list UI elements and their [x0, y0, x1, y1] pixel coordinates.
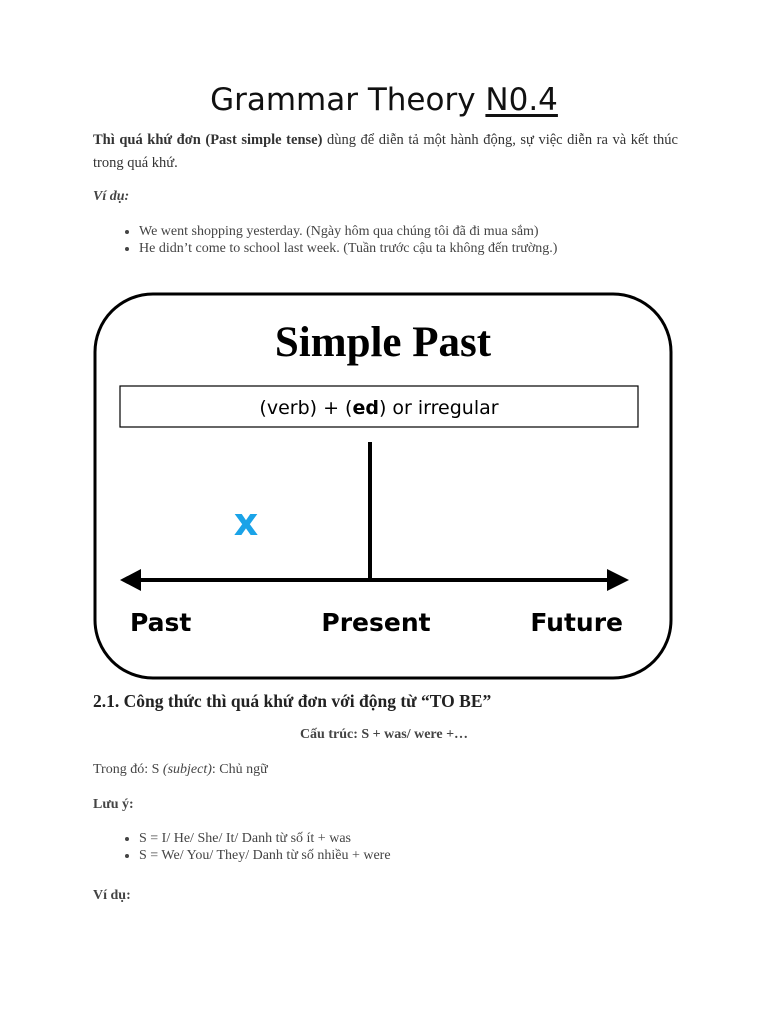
label-present: Present [321, 608, 431, 637]
list-item: • S = I/ He/ She/ It/ Danh từ số ít + was [139, 830, 699, 847]
where-suffix: : Chủ ngữ [211, 762, 268, 777]
past-marker: x [233, 500, 259, 544]
page-title [0, 82, 768, 118]
intro-paragraph [93, 129, 678, 175]
where-italic: (subject) [162, 762, 212, 777]
section-example-label: Ví dụ: [93, 888, 131, 903]
where-prefix: Trong đó: S [93, 762, 163, 777]
formula-text [259, 397, 498, 419]
intro-bold: Thì quá khứ đơn (Past simple tense) [93, 132, 323, 148]
formula-open: (verb) + ( [259, 397, 353, 419]
where-note [93, 762, 268, 778]
list-item: • We went shopping yesterday. (Ngày hôm qua chúng tôi đã đi mua sắm) [139, 223, 699, 240]
intro-rest: dùng để diễn tả một hành động, sự việc diễn ra và kết thúc trong quá khứ. [93, 132, 678, 171]
diagram-title: Simple Past [274, 319, 492, 366]
example-label: Ví dụ: [93, 189, 130, 204]
structure-formula: Cấu trúc: S + was/ were +… [299, 727, 469, 742]
label-past: Past [130, 608, 192, 637]
title-text: Grammar Theory [210, 82, 486, 118]
simple-past-diagram [93, 292, 673, 680]
formula-bold: ed [352, 397, 379, 419]
note-list [93, 830, 699, 864]
section-heading: 2.1. Công thức thì quá khứ đơn với động từ “TO BE” [93, 691, 492, 711]
label-future: Future [530, 608, 623, 637]
formula-close: ) or irregular [378, 397, 499, 419]
example-list [93, 223, 699, 257]
list-item: • He didn’t come to school last week. (Tuần trước cậu ta không đến trường.) [139, 240, 699, 257]
list-item: • S = We/ You/ They/ Danh từ số nhiều + were [139, 847, 699, 864]
title-number: N0.4 [485, 82, 558, 118]
note-label: Lưu ý: [93, 797, 134, 812]
